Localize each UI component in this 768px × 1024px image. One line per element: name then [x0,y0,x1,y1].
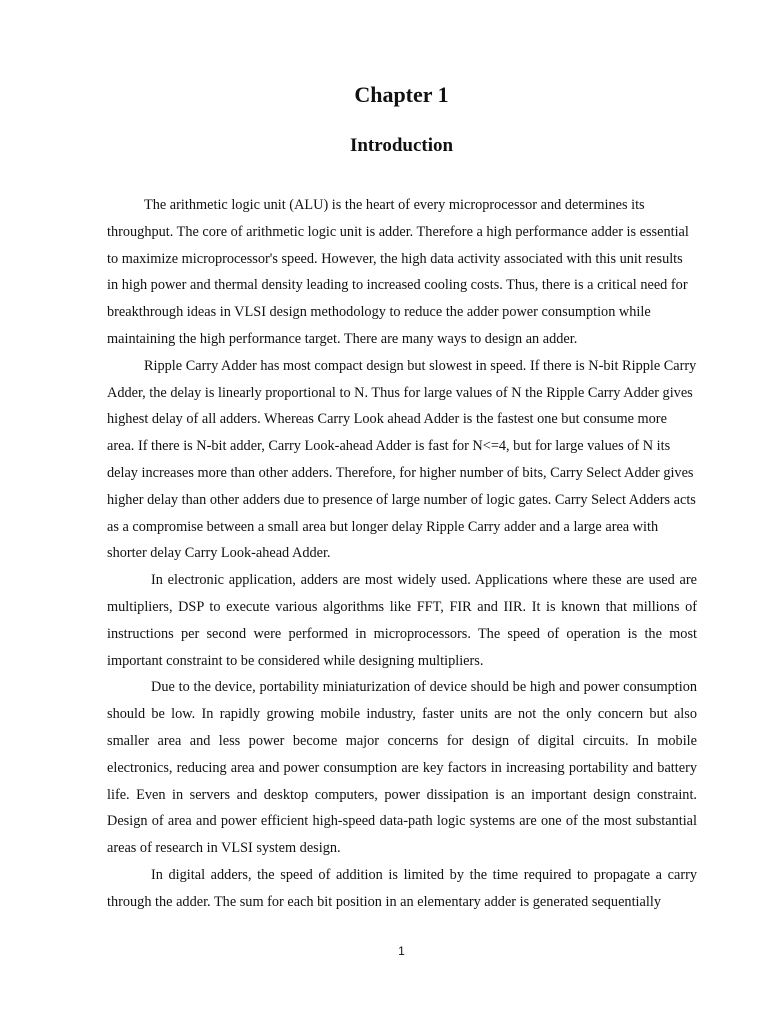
section-title: Introduction [349,135,454,156]
paragraph-power-constraints: Due to the device, portability miniaturization of device should be high and power consumption should be low. In rapidly growing mobile industry, faster units are not the only concern but also smaller area and less power become major concerns for design of digital circuits. In mobile electronics, reducing area and power consumption are key factors in increasing portability and battery life. Even in servers and desktop computers, power dissipation is an important design constraint. Design of area and power efficient high-speed data-path logic systems are one of the most substantial areas of research in VLSI system design. [107,679,697,857]
body-text [107,192,697,916]
paragraph-carry-propagation: In digital adders, the speed of addition is limited by the time required to propagate a carry through the adder. The sum for each bit position in an elementary adder is generated sequentially [107,866,697,910]
paragraph-ripple-carry: Ripple Carry Adder has most compact design but slowest in speed. If there is N-bit Ripple Carry Adder, the delay is linearly proportional to N. Thus for large values of N the Ripple Carry Adder gives highest delay of all adders. Whereas Carry Look ahead Adder is the fastest one but consume more area. If there is N-bit adder, Carry Look-ahead Adder is fast for N<=4, but for large values of N its delay increases more than other adders. Therefore, for higher number of bits, Carry Select Adder gives higher delay than other adders due to presence of large number of logic gates. Carry Select Adders acts as a compromise between a small area but longer delay Ripple Carry adder and a large area with shorter delay Carry Look-ahead Adder. [107,357,697,562]
paragraph-applications: In electronic application, adders are most widely used. Applications where these are used are multipliers, DSP to execute various algorithms like FFT, FIR and IIR. It is known that millions of instructions per second were performed in microprocessors. The speed of operation is the most important constraint to be considered while designing multipliers. [107,572,697,669]
page-number: 1 [398,944,405,958]
chapter-title: Chapter 1 [354,82,449,107]
paragraph-alu-intro: The arithmetic logic unit (ALU) is the heart of every microprocessor and determines its throughput. The core of arithmetic logic unit is adder. Therefore a high performance adder is essential to maximize microprocessor's speed. However, the high data activity associated with this unit results in high power and thermal density leading to increased cooling costs. Thus, there is a critical need for breakthrough ideas in VLSI design methodology to reduce the adder power consumption while maintaining the high performance target. There are many ways to design an adder. [107,197,689,347]
